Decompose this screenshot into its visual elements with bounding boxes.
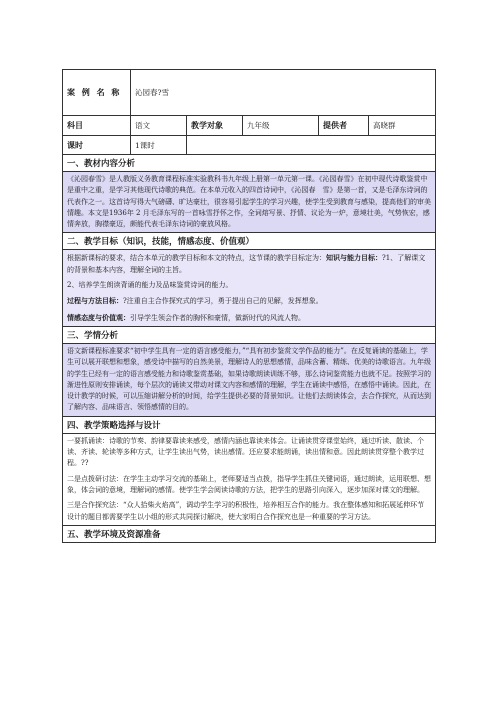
provider-label: 提供者 xyxy=(319,116,369,135)
goals-intro xyxy=(63,250,435,278)
emotion-goal-label: 情感态度与价值观： xyxy=(67,312,130,322)
section-title: 三、学情分析 xyxy=(63,327,435,344)
section-teaching-goals xyxy=(63,233,435,326)
goals-line-2: 2、培养学生朗读背诵的能力及品味鉴赏诗词的能力。 xyxy=(63,278,435,293)
subject-value: 语文 xyxy=(131,116,187,135)
strategy-paragraph-1: 一要抓诵读：诗歌的节奏、韵律要靠读来感受，感情内涵也靠读来体会。让诵读贯穿课堂始终，通过听读、散读、个读、齐读、轮读等多种方式，让学生读出气势，读出感情。还应要求能朗诵，读出情和意。因此朗读贯穿整个教学过程。?? xyxy=(67,436,424,468)
case-row xyxy=(63,70,435,116)
method-goal-text: ?注重自主合作探究式的学习，勇于提出自己的见解，发挥想象。 xyxy=(123,297,323,306)
knowledge-goal-text: ?1、了解课文的背景和基本内容，理解全词的主旨。 xyxy=(67,254,426,274)
lesson-plan-table xyxy=(62,69,436,543)
knowledge-goal-label: 知识与能力目标： xyxy=(326,253,382,263)
section-text: 语文新课程标准要求“初中学生具有一定的语言感受能力，”“具有初步鉴赏文学作品的能力”。在反复诵读的基础上，学生可以展开联想和想象，感受诗中描写的自然美景，理解诗人的思想感情，品味含蓄、精练、优美的诗歌语言。九年级的学生已经有一定的语言感受能力和诗歌鉴赏基础，如果诗歌朗读训练不够，那么诗词鉴赏能力也就不足。按照学习的渐进性原则安排诵读，每个层次的诵读又带动对课文内容和感情的理解，学生在诵读中感悟，在感悟中诵读。因此，在设计教学的时候，可以压缩讲解分析的时间，给学生提供必要的背景知识。让他们去朗读体会，去合作探究，从而达到了解内容、品味语言、领悟感情的目的。 xyxy=(63,344,435,416)
hours-value: 1课时 xyxy=(131,136,187,154)
goals-intro-text: 根据新课标的要求，结合本单元的教学目标和本文的特点，这节课的教学目标定为： xyxy=(67,254,326,263)
section-title: 二、教学目标（知识，技能，情感态度、价值观） xyxy=(63,233,435,250)
section-title: 五、教学环境及资源准备 xyxy=(63,526,435,542)
hours-row xyxy=(63,136,435,155)
strategy-paragraph-2: 二是点拨研讨法：在学生主动学习交流的基础上，老师要适当点拨，指导学生抓住关键词语，通过朗读，运用联想、想象，体会词的意境，理解词的感情。使学生学会阅读诗歌的方法，把学生的思路引向深入，逐步加深对课文的理解。 xyxy=(67,474,431,494)
provider-value: 高晓群 xyxy=(373,121,396,130)
section-title: 四、教学策略选择与设计 xyxy=(63,417,435,434)
section-student-analysis xyxy=(63,327,435,417)
strategy-paragraph-3: 三是合作探究法：“众人拾柴火焰高”，调动学生学习的积极性，培养相互合作的能力。我在整体感知和拓展延伸环节设计的题目都需要学生以小组的形式共同探讨解决，使大家明白合作探究也是一种重要的学习方法。 xyxy=(67,501,425,521)
section-text: 《沁园春雪》是人教版义务教育课程标准实验教科书九年级上册第一单元第一课。《沁园春雪》在初中现代诗歌鉴赏中是重中之重，是学习其他现代诗歌的典范。在本单元收入的四首诗词中，《沁园春 雪》是第一首，又是毛泽东诗词的代表作之一。这首诗写得大气磅礴、旷达豪壮，很容易引起学生的学习兴趣，使学生受到教育与感染，提高他们的审美情趣。本文是1936年 2 月毛泽东写的一首咏雪抒怀之作，全词熔写景、抒情、议论为一炉，意境壮美，气势恢宏，感情奔放，胸襟豪迈，颇能代表毛泽东诗词的豪放风格。 xyxy=(63,172,435,232)
method-goal-label: 过程与方法目标： xyxy=(67,296,123,306)
case-value: 沁园春?雪 xyxy=(135,88,170,97)
target-value: 九年级 xyxy=(243,116,319,135)
case-label: 案 例 名 称 xyxy=(63,70,131,115)
target-label: 教学对象 xyxy=(187,116,243,135)
hours-blank xyxy=(187,136,435,154)
emotion-goal xyxy=(63,310,435,326)
emotion-goal-text: 引导学生领会作者的胸怀和豪情，做新时代的风流人物。 xyxy=(130,313,305,322)
meta-row xyxy=(63,116,435,136)
method-goal xyxy=(63,293,435,309)
section-content-analysis xyxy=(63,155,435,233)
subject-label: 科目 xyxy=(63,116,131,135)
hours-label: 课时 xyxy=(63,136,131,154)
section-strategy xyxy=(63,417,435,526)
section-environment xyxy=(63,526,435,542)
section-title: 一、教材内容分析 xyxy=(63,155,435,172)
